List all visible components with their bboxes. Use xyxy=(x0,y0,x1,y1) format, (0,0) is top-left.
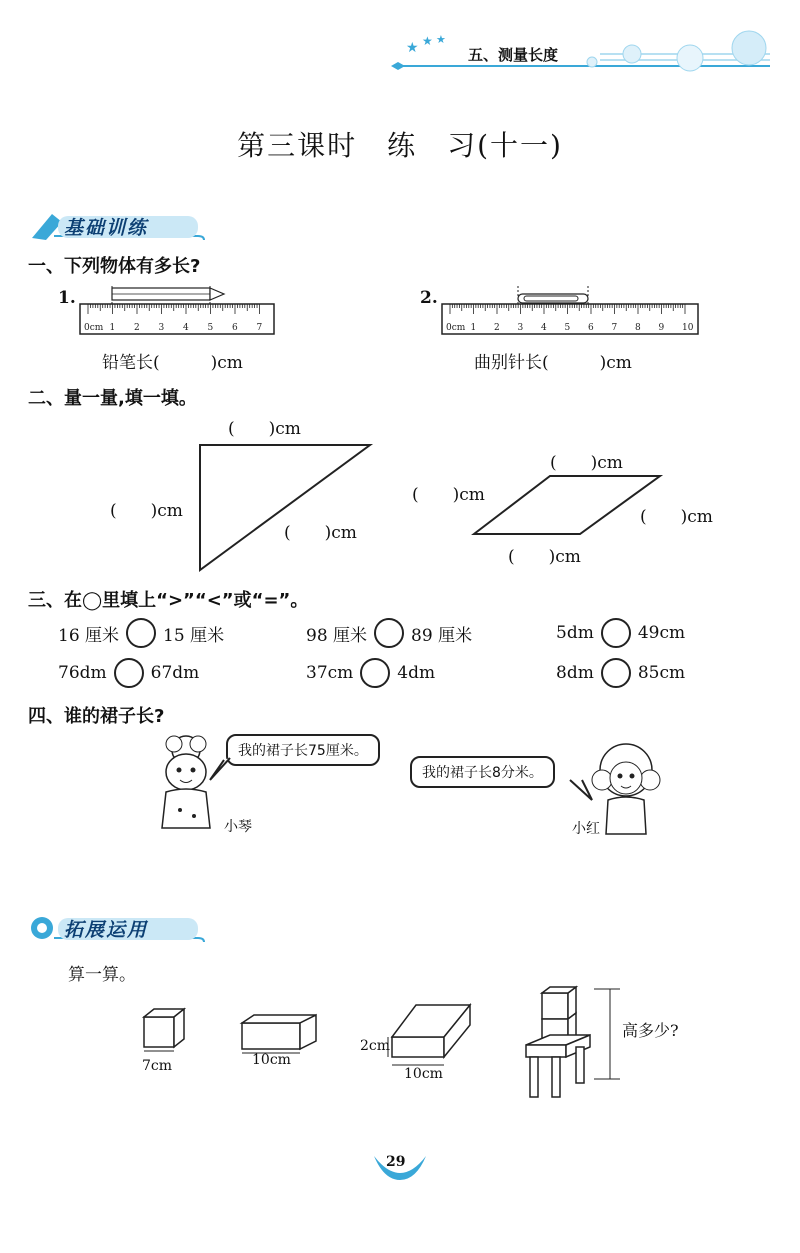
para-left-blank[interactable]: ( )cm xyxy=(412,485,485,505)
ruler-tick-label: 0cm xyxy=(446,323,466,333)
ruler-tick-label: 7 xyxy=(256,323,263,333)
q4-heading: 四、谁的裙子长? xyxy=(28,706,165,727)
speech-bubble-xiaohong: 我的裙子长8分米。 xyxy=(410,756,555,788)
banner-label: 基础训练 xyxy=(64,217,149,239)
extend-prompt: 算一算。 xyxy=(68,965,136,985)
ruler-paperclip-figure xyxy=(440,282,702,338)
compare-item: 16 厘米 15 厘米 xyxy=(58,618,224,648)
triangle-hyp-blank[interactable]: ( )cm xyxy=(284,523,357,543)
height-question-label: 高多少? xyxy=(622,1021,679,1040)
triangle-top-blank[interactable]: ( )cm xyxy=(228,419,301,439)
q1-item2-number: 2. xyxy=(420,288,438,308)
q1-item2-answer: 曲别针长( )cm xyxy=(474,353,632,373)
box-width-label: 10cm xyxy=(252,1052,291,1068)
svg-text:★: ★ xyxy=(436,33,446,46)
compare-item: 37cm 4dm xyxy=(306,658,435,688)
compare-circle[interactable] xyxy=(126,618,156,648)
bubble-tail-left xyxy=(206,756,236,786)
ruler-tick-label: 8 xyxy=(635,323,641,333)
ruler-pencil-figure xyxy=(78,282,278,338)
ruler-tick-label: 5 xyxy=(207,323,214,333)
section-banner-basic xyxy=(28,210,208,242)
section-banner-extend xyxy=(28,912,208,944)
ruler-tick-label: 1 xyxy=(470,323,477,333)
compare-item: 98 厘米 89 厘米 xyxy=(306,618,472,648)
girl1-name: 小琴 xyxy=(224,819,252,835)
q1-heading: 一、下列物体有多长? xyxy=(28,256,201,277)
banner-label: 拓展运用 xyxy=(64,919,149,941)
svg-text:★: ★ xyxy=(422,34,433,48)
q1-item1-number: 1. xyxy=(58,288,76,308)
triangle-left-blank[interactable]: ( )cm xyxy=(110,501,183,521)
ruler-tick-label: 4 xyxy=(183,323,189,333)
compare-item: 5dm 49cm xyxy=(556,618,685,648)
slab-width-label: 10cm xyxy=(404,1066,443,1082)
compare-circle[interactable] xyxy=(601,658,631,688)
compare-item: 8dm 85cm xyxy=(556,658,685,688)
para-top-blank[interactable]: ( )cm xyxy=(550,453,623,473)
para-right-blank[interactable]: ( )cm xyxy=(640,507,713,527)
ruler-tick-label: 3 xyxy=(158,323,165,333)
girl2-name: 小红 xyxy=(572,821,600,837)
page-title: 第三课时 练 习(十一) xyxy=(237,129,563,162)
ruler-tick-label: 2 xyxy=(134,323,140,333)
compare-circle[interactable] xyxy=(601,618,631,648)
page-number: 29 xyxy=(386,1154,406,1170)
header-section-title: 五、测量长度 xyxy=(468,46,559,64)
q1-item1-answer: 铅笔长( )cm xyxy=(102,353,243,373)
ruler-tick-label: 6 xyxy=(232,323,238,333)
ruler-tick-label: 1 xyxy=(109,323,116,333)
ruler-tick-label: 2 xyxy=(494,323,500,333)
ruler-tick-label: 7 xyxy=(611,323,618,333)
compare-item: 76dm 67dm xyxy=(58,658,199,688)
compare-circle[interactable] xyxy=(374,618,404,648)
compare-circle[interactable] xyxy=(114,658,144,688)
q2-heading: 二、量一量,填一填。 xyxy=(28,388,197,409)
compare-circle[interactable] xyxy=(360,658,390,688)
cube-width-label: 7cm xyxy=(142,1058,173,1074)
right-triangle xyxy=(200,445,370,570)
ruler-tick-label: 10 xyxy=(682,323,694,333)
speech-bubble-xiaoqin: 我的裙子长75厘米。 xyxy=(226,734,380,766)
ruler-tick-label: 3 xyxy=(517,323,524,333)
ruler-tick-label: 6 xyxy=(588,323,594,333)
parallelogram xyxy=(474,476,660,534)
header-decoration xyxy=(0,0,800,90)
para-bottom-blank[interactable]: ( )cm xyxy=(508,547,581,567)
ruler-tick-label: 4 xyxy=(541,323,547,333)
ruler-tick-label: 9 xyxy=(658,323,665,333)
ruler-tick-label: 0cm xyxy=(84,323,104,333)
slab-height-label: 2cm xyxy=(360,1038,391,1054)
q3-heading: 三、在◯里填上“>”“<”或“=”。 xyxy=(28,590,309,611)
svg-text:★: ★ xyxy=(406,40,419,56)
ruler-tick-label: 5 xyxy=(564,323,571,333)
